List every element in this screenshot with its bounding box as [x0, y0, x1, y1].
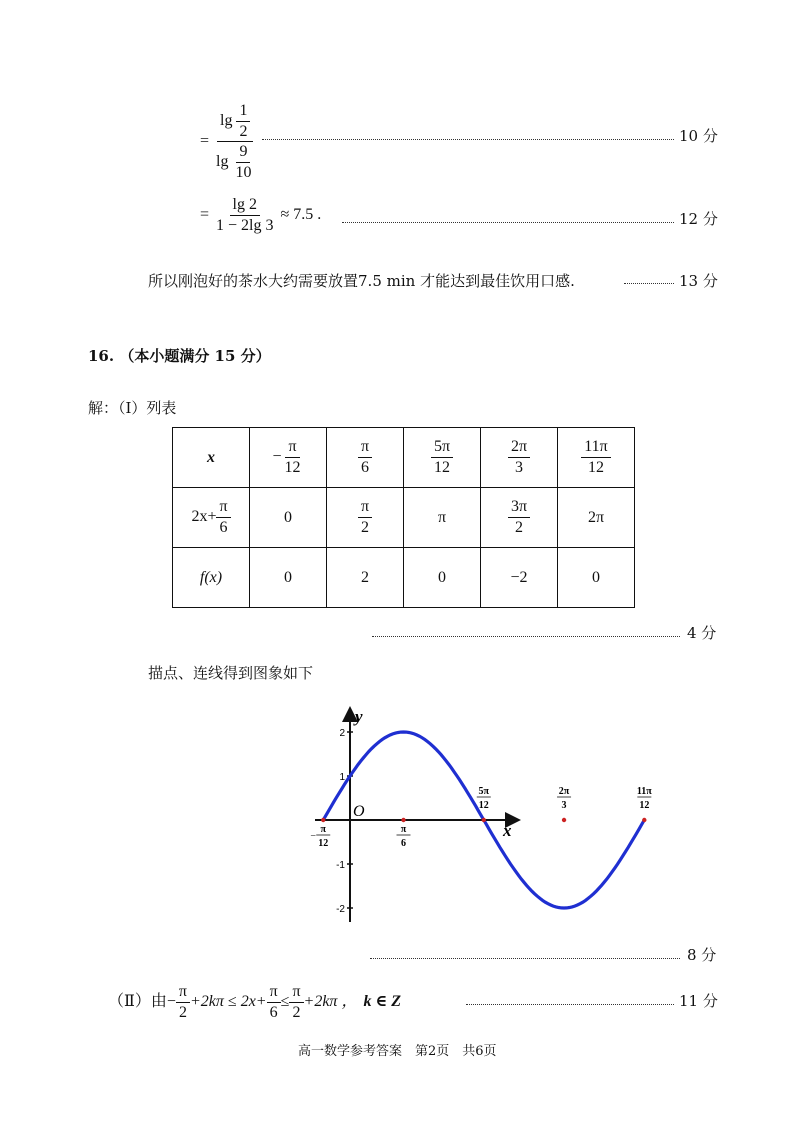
- y-tick-label: -1: [336, 860, 345, 871]
- page-footer: 高一数学参考答案 第2页 共6页: [298, 1044, 497, 1059]
- svg-text:12: 12: [318, 838, 329, 849]
- score-8: 8 分: [687, 946, 717, 964]
- svg-text:5π: 5π: [478, 786, 490, 797]
- origin-label: O: [353, 803, 365, 820]
- x-tick-label: [397, 824, 411, 849]
- table-point: [562, 818, 566, 822]
- step10-expression: [200, 102, 257, 181]
- step12-expression: = $\frac{\lg 2}{1 - 2\lg 3}$ ≈ 7.5 .: [200, 196, 322, 234]
- svg-text:6: 6: [401, 838, 407, 849]
- part2-inequality: （Ⅱ）由− $\frac{\pi}{2}$ +2kπ ≤ 2x+ $\frac{\pi}{6}$ ≤ $\frac{\pi}{2}$ +2kπ ， k ∈ Z: [108, 983, 402, 1021]
- dot-leader: [342, 222, 674, 223]
- score-4: 4 分: [687, 624, 717, 642]
- dot-leader: [624, 283, 674, 284]
- y-tick-label: -2: [336, 904, 345, 915]
- x-tick-label: [310, 824, 330, 849]
- table-point: [321, 818, 325, 822]
- y-axis-label: y: [355, 707, 363, 726]
- y-tick-label: 1: [339, 772, 345, 783]
- table-point: [642, 818, 646, 822]
- conclusion-text: 所以刚泡好的茶水大约需要放置7.5 min 才能达到最佳饮用口感.: [148, 272, 575, 290]
- table-row: x − $\frac{\pi}{12}$ $\frac{\pi}{6}$ $\frac{5\pi}{12}$ $\frac{2\pi}{3}$ $\frac{11\pi}{12}$: [173, 428, 635, 488]
- table-row: f(x) 0 2 0 −2 0: [173, 548, 635, 608]
- x-tick-label: [557, 786, 571, 811]
- dot-leader: [262, 139, 674, 140]
- dot-leader: [370, 958, 680, 959]
- equals-sign: =: [200, 132, 210, 150]
- graph-intro-text: 描点、连线得到图象如下: [148, 664, 314, 682]
- svg-text:11π: 11π: [636, 786, 652, 797]
- x-tick-label: [477, 786, 491, 811]
- svg-text:π: π: [400, 824, 407, 835]
- score-10: 10 分: [679, 127, 718, 145]
- y-tick-label: 2: [339, 728, 345, 739]
- solution-part1-label: 解：（Ⅰ）列表: [88, 399, 177, 417]
- table-point: [401, 818, 405, 822]
- lg-ratio-fraction: lg $\frac{1}{2}$ lg $\frac{9}{10}$: [216, 102, 252, 181]
- score-13: 13 分: [679, 272, 718, 290]
- x-tick-label: [637, 786, 652, 811]
- sine-graph: [305, 700, 652, 930]
- table-row: 2x+ $\frac{\pi}{6}$ 0 $\frac{\pi}{2}$ π $\frac{3\pi}{2}$ 2π: [173, 488, 635, 548]
- score-12: 12 分: [679, 210, 718, 228]
- svg-text:2π: 2π: [558, 786, 570, 797]
- value-table: [172, 427, 635, 608]
- dot-leader: [372, 636, 680, 637]
- svg-text:12: 12: [478, 800, 489, 811]
- svg-text:−: −: [310, 831, 317, 842]
- question-16-title: 16. （本小题满分 15 分）: [88, 347, 271, 365]
- table-point: [482, 818, 486, 822]
- svg-text:12: 12: [639, 800, 650, 811]
- svg-text:3: 3: [561, 800, 567, 811]
- svg-text:π: π: [320, 824, 326, 835]
- score-11: 11 分: [679, 992, 718, 1010]
- x-axis-label: x: [503, 821, 512, 840]
- dot-leader: [466, 1004, 674, 1005]
